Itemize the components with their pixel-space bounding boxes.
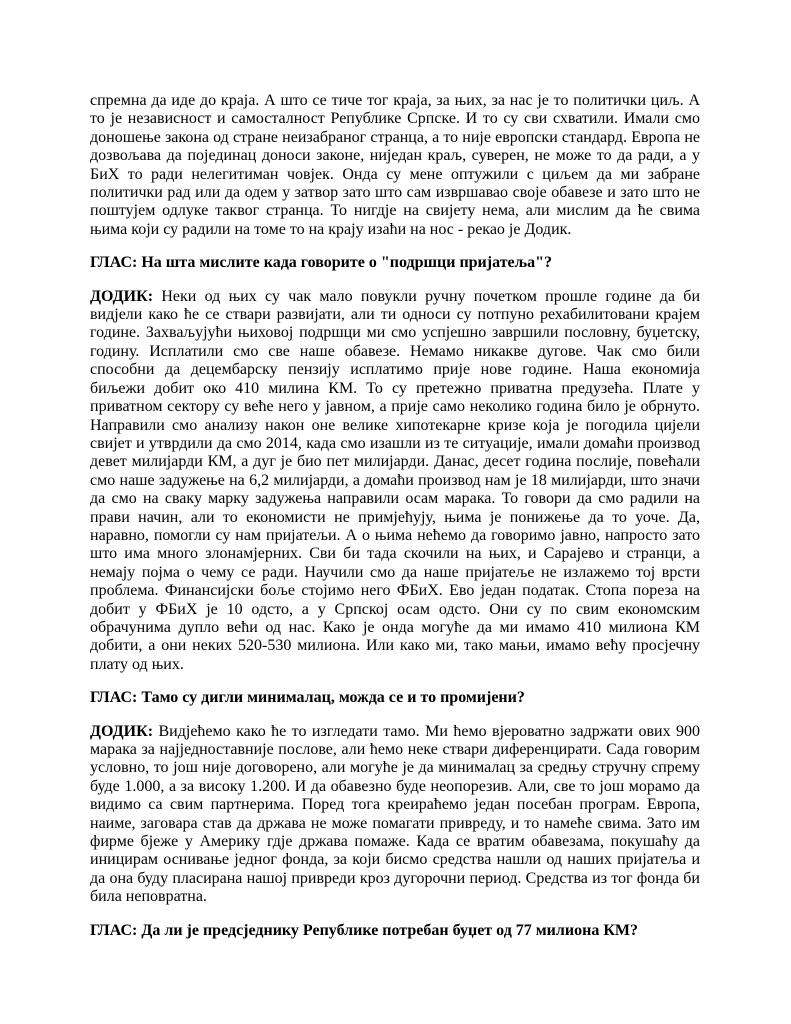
answer-text: Неки од њих су чак мало повукли ручну почетком прошле године да би видјели како ће се ствари развијати, али ти односи су потпуно рехабилитовани крајем године. Захваљујући њиховој подршци ми смо успјешно завршили пословну, буџетску, годину. Исплатили смо све наше обавезе. Немамо никакве дугове. Чак смо били способни да децембарску пензију исплатимо прије нове године. Наша економија биљежи добит око 410 милина КМ. То су претежно приватна предузећа. Плате у приватном сектору су веће него у јавном, а прије само неколико година било је обрнуто. Направили смо анализу након оне велике хипотекарне кризе која је погодила цијели свијет и утврдили да смо 2014, када смо изашли из те ситуације, имали домаћи производ девет милијарди КМ, а дуг је био пет милијарди. Данас, десет година послије, повећали смо наше задужење на 6,2 милијарди, а домаћи производ нам је 18 милијарди, што значи да смо на сваку марку задужења направили осам марака. То говори да смо радили на прави начин, али то економисти не примјећују, њима је понижење да то уоче. Да, наравно, помогли су нам пријатељи. А о њима нећемо да говоримо јавно, напросто зато што има много злонамјерних. Сви би тада скочили на њих, и Сарајево и странци, а немају појма о чему се ради. Научили смо да наше пријатеље не излажемо тој врсти проблема. Финансијски боље стојимо него ФБиХ. Ево један податак. Стопа пореза на добит у ФБиХ је 10 одсто, а у Српској осам одсто. Они су по свим економским обрачунима дупло већи од нас. Како је онда могуће да ми имамо 410 милиона КМ добити, а они неких 520-530 милиона. Или како ми, тако мањи, имамо већу просјечну плату од њих. (90, 287, 701, 673)
question-line-3 (90, 922, 700, 940)
answer-paragraph-2 (90, 723, 700, 907)
question-text: На шта мислите када говорите о "подршци пријатеља"? (141, 254, 553, 272)
speaker-label-glas: ГЛАС: (90, 254, 138, 272)
paragraph-text: спремна да иде до краја. А што се тиче тог краја, за њих, за нас је то политички циљ. А то је независност и самосталност Републике Српске. И то су сви схватили. Имали смо доношење закона од стране неизабраног странца, а то није европски стандард. Европа не дозвољава да појединац доноси законе, ниједан краљ, суверен, не може то да ради, а у БиХ то ради нелегитиман човјек. Онда су мене оптужили с циљем да ми забране политички рад или да одем у затвор зато што сам извршавао своје обавезе и зато што не поштујем одлуке таквог странца. То нигдје на свијету нема, али мислим да ће свима њима који су радили на томе то на крају изаћи на нос - рекао је Додик. (90, 92, 700, 238)
answer-text: Видјећемо како ће то изгледати тамо. Ми ћемо вјероватно задржати ових 900 марака за најједноставније послове, али ћемо неке ствари диференцирати. Сада говорим условно, то још није договорено, али могуће је да минималац за средњу стручну спрему буде 1.000, а за високу 1.200. И да обавезно буде неопорезив. Али, све то још морамо да видимо са свим партнерима. Поред тога креираћемо један посебан програм. Европа, наиме, заговара став да држава не може помагати привреду, и то намеће свима. Зато им фирме бјеже у Америку гдје држава помаже. Када се вратим обавезама, покушаћу да иницирам оснивање једног фонда, за који бисмо средства нашли од наших пријатеља и да она буду пласирана нашој привреди кроз дугорочни период. Средства из тог фонда би била неповратна. (90, 722, 701, 906)
paragraph-continuation (90, 92, 700, 239)
speaker-label-glas: ГЛАС: (90, 921, 138, 939)
question-line-1 (90, 254, 700, 272)
question-text: Да ли је предсједнику Републике потребан буџет од 77 милиона КМ? (141, 921, 639, 939)
speaker-label-dodik: ДОДИК: (90, 722, 154, 740)
question-line-2 (90, 689, 700, 707)
answer-paragraph-1 (90, 288, 700, 675)
question-text: Тамо су дигли минималац, можда се и то промијени? (141, 689, 525, 707)
speaker-label-glas: ГЛАС: (90, 689, 138, 707)
speaker-label-dodik: ДОДИК: (90, 287, 154, 305)
